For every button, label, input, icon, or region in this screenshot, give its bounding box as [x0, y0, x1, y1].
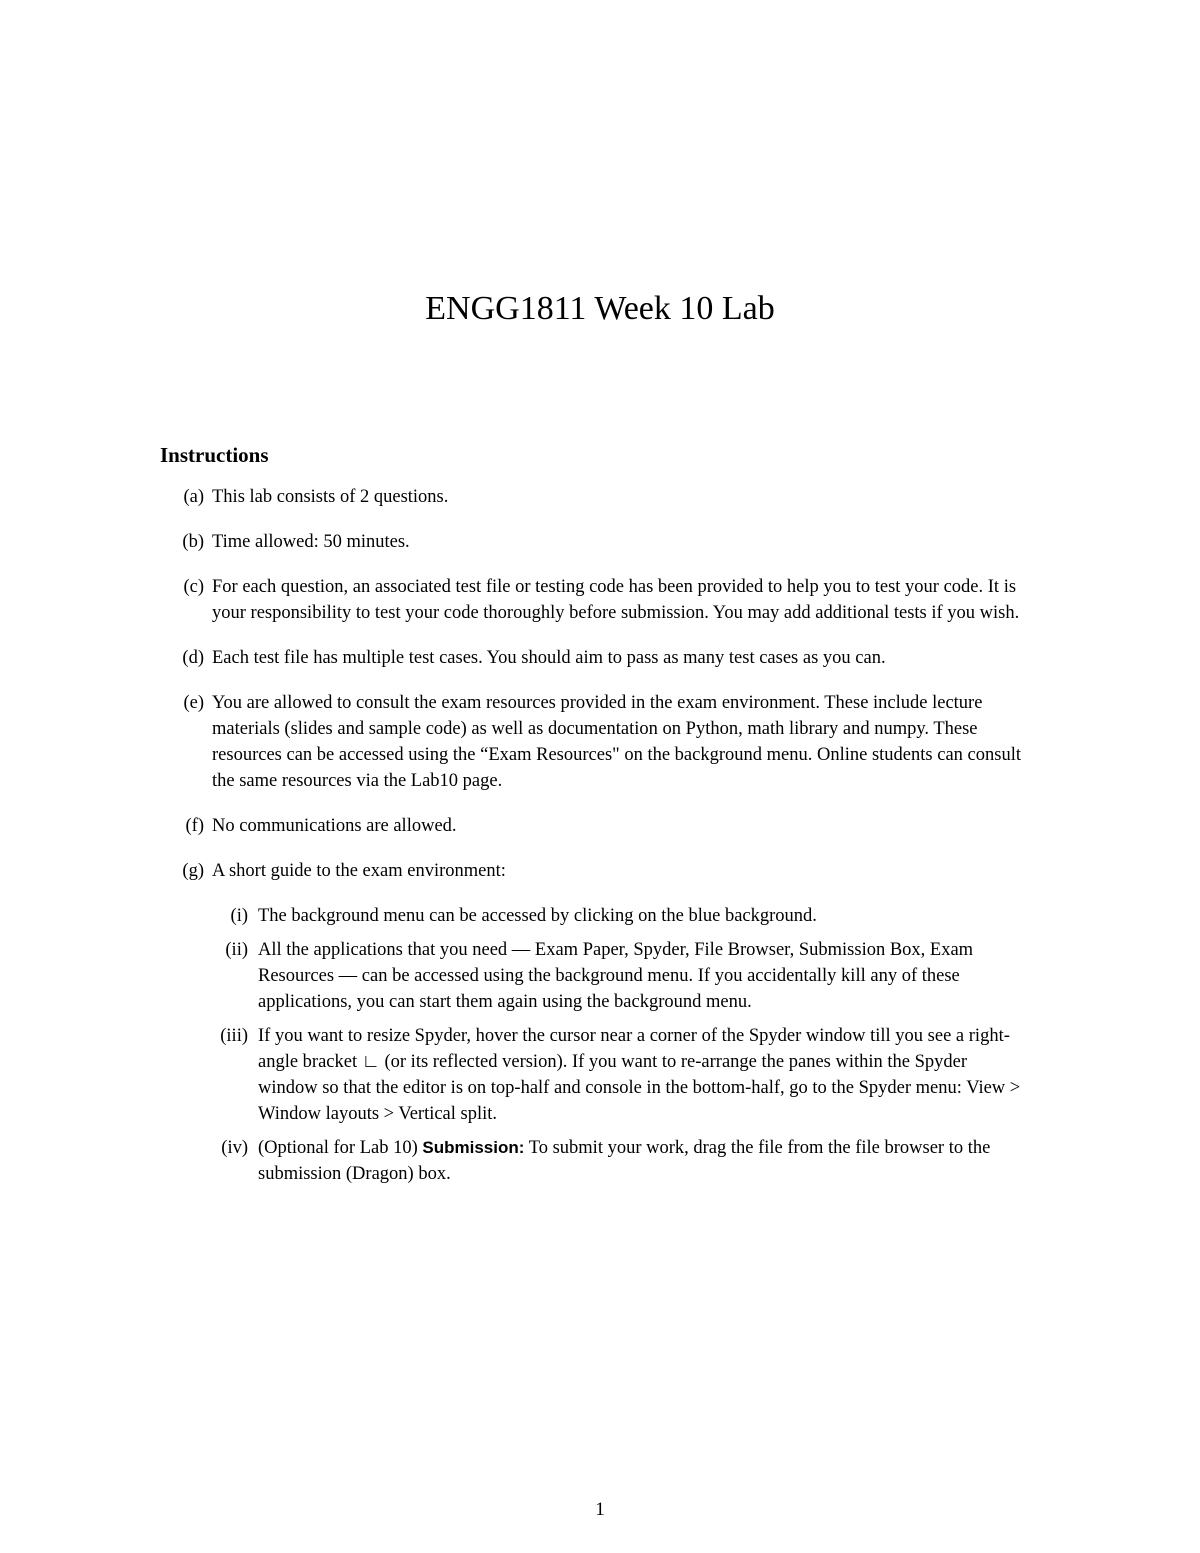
list-item [160, 690, 1028, 794]
sub-list-marker: (ii) [225, 940, 248, 960]
list-marker: (f) [185, 816, 204, 836]
list-marker: (a) [183, 487, 204, 507]
list-marker: (g) [182, 861, 204, 881]
list-marker: (d) [182, 648, 204, 668]
section-heading-instructions: Instructions [160, 443, 269, 467]
list-marker: (e) [183, 693, 204, 713]
sub-list-item-text: All the applications that you need — Exam Paper, Spyder, File Browser, Submission Box, Exam Resources — can be accessed using the background menu. If you accidentally kill any of these applications, you can start them again using the background menu. [258, 940, 974, 1012]
list-item-text: No communications are allowed. [212, 816, 457, 836]
sub-list-item [160, 903, 1028, 929]
sub-list-item-text: If you want to resize Spyder, hover the cursor near a corner of the Spyder window till you see a right-angle bracket ∟ (or its reflected version). If you want to re-arrange the panes within the Spyder window so that the editor is on top-half and console in the bottom-half, go to the Spyder menu: View > Window layouts > Vertical split. [258, 1026, 1021, 1124]
page-number: 1 [595, 1499, 605, 1520]
sub-list-item [160, 937, 1028, 1015]
list-item-text: This lab consists of 2 questions. [212, 487, 449, 507]
sub-list-item [160, 1023, 1028, 1127]
sub-list-item-prefix: (Optional for Lab 10) [258, 1138, 423, 1158]
list-item-text: You are allowed to consult the exam resources provided in the exam environment. These include lecture materials (slides and sample code) as well as documentation on Python, math library and numpy. These resources can be accessed using the “Exam Resources" on the background menu. Online students can consult the same resources via the Lab10 page. [212, 693, 1021, 791]
list-item [160, 574, 1028, 626]
list-item [160, 813, 1028, 839]
list-item-text: Time allowed: 50 minutes. [212, 532, 410, 552]
page-title: ENGG1811 Week 10 Lab [425, 290, 775, 327]
list-marker: (c) [183, 577, 204, 597]
list-item [160, 484, 1028, 510]
list-item-text: A short guide to the exam environment: [212, 861, 506, 881]
sub-list-item-text: The background menu can be accessed by clicking on the blue background. [258, 906, 817, 926]
list-item-text: Each test file has multiple test cases. You should aim to pass as many test cases as you can. [212, 648, 886, 668]
submission-label: Submission: [422, 1138, 525, 1157]
sub-list [212, 903, 1028, 1187]
list-item-text: For each question, an associated test file or testing code has been provided to help you to test your code. It is your responsibility to test your code thoroughly before submission. You may add additional tests if you wish. [212, 577, 1020, 623]
sub-list-item-text: To submit your work, drag the file from the file browser to the submission (Dragon) box. [258, 1138, 991, 1184]
instructions-list [160, 484, 1028, 1206]
sub-list-item [160, 1135, 1028, 1187]
list-item [160, 529, 1028, 555]
sub-list-marker: (iv) [221, 1138, 248, 1158]
sub-list-marker: (i) [230, 906, 248, 926]
list-item [160, 858, 1028, 1187]
list-item [160, 645, 1028, 671]
list-marker: (b) [182, 532, 204, 552]
sub-list-marker: (iii) [220, 1026, 248, 1046]
